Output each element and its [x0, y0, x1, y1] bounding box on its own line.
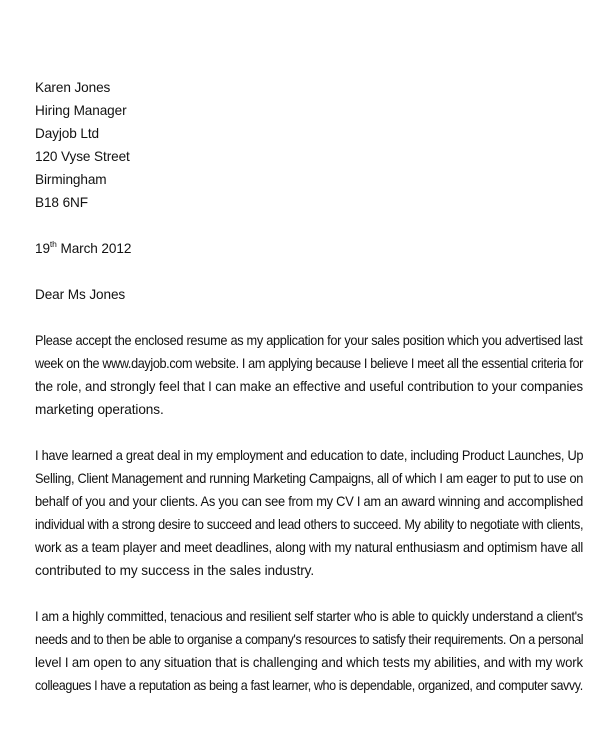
paragraph-3	[35, 605, 583, 697]
paragraph-line: the role, and strongly feel that I can make an effective and useful contribution to your companies	[35, 379, 583, 394]
paragraph-line: contributed to my success in the sales industry.	[35, 563, 315, 578]
recipient-street: 120 Vyse Street	[35, 149, 130, 164]
paragraph-line: individual with a strong desire to succeed and lead others to succeed. My ability to negotiate with clients,	[35, 517, 584, 532]
recipient-postcode: B18 6NF	[35, 195, 88, 210]
letter-date	[35, 237, 583, 260]
recipient-name: Karen Jones	[35, 80, 111, 95]
paragraph-line: I am a highly committed, tenacious and resilient self starter who is able to quickly understand a client's	[35, 609, 583, 624]
date-month-year: March 2012	[56, 241, 132, 256]
date-day: 19	[35, 241, 50, 256]
recipient-company: Dayjob Ltd	[35, 126, 99, 141]
paragraph-line: Selling, Client Management and running Marketing Campaigns, all of which I am eager to put to use on	[35, 471, 584, 486]
paragraph-line: Please accept the enclosed resume as my application for your sales position which you advertised last	[35, 333, 583, 348]
date-suffix: th	[49, 239, 57, 249]
paragraph-line: work as a team player and meet deadlines, along with my natural enthusiasm and optimism have all	[35, 540, 584, 555]
recipient-address	[35, 76, 583, 214]
recipient-title: Hiring Manager	[35, 103, 127, 118]
salutation: Dear Ms Jones	[35, 287, 126, 302]
letter-body	[35, 76, 583, 697]
paragraph-2	[35, 444, 583, 582]
paragraph-line: behalf of you and your clients. As you can see from my CV I am an award winning and accomplished	[35, 494, 584, 509]
paragraph-line: marketing operations.	[35, 402, 164, 417]
paragraph-line: level I am open to any situation that is challenging and which tests my abilities, and with my work	[35, 655, 583, 670]
paragraph-1	[35, 329, 583, 421]
paragraph-line: week on the www.dayjob.com website. I am applying because I believe I meet all the essential criteria for	[35, 356, 583, 371]
paragraph-line: I have learned a great deal in my employment and education to date, including Product Launches, Up	[35, 448, 584, 463]
paragraph-line: colleagues I have a reputation as being a fast learner, who is dependable, organized, and computer savvy.	[35, 678, 583, 693]
paragraph-line: needs and to then be able to organise a company's resources to satisfy their requirements. On a personal	[35, 632, 584, 647]
recipient-city: Birmingham	[35, 172, 107, 187]
